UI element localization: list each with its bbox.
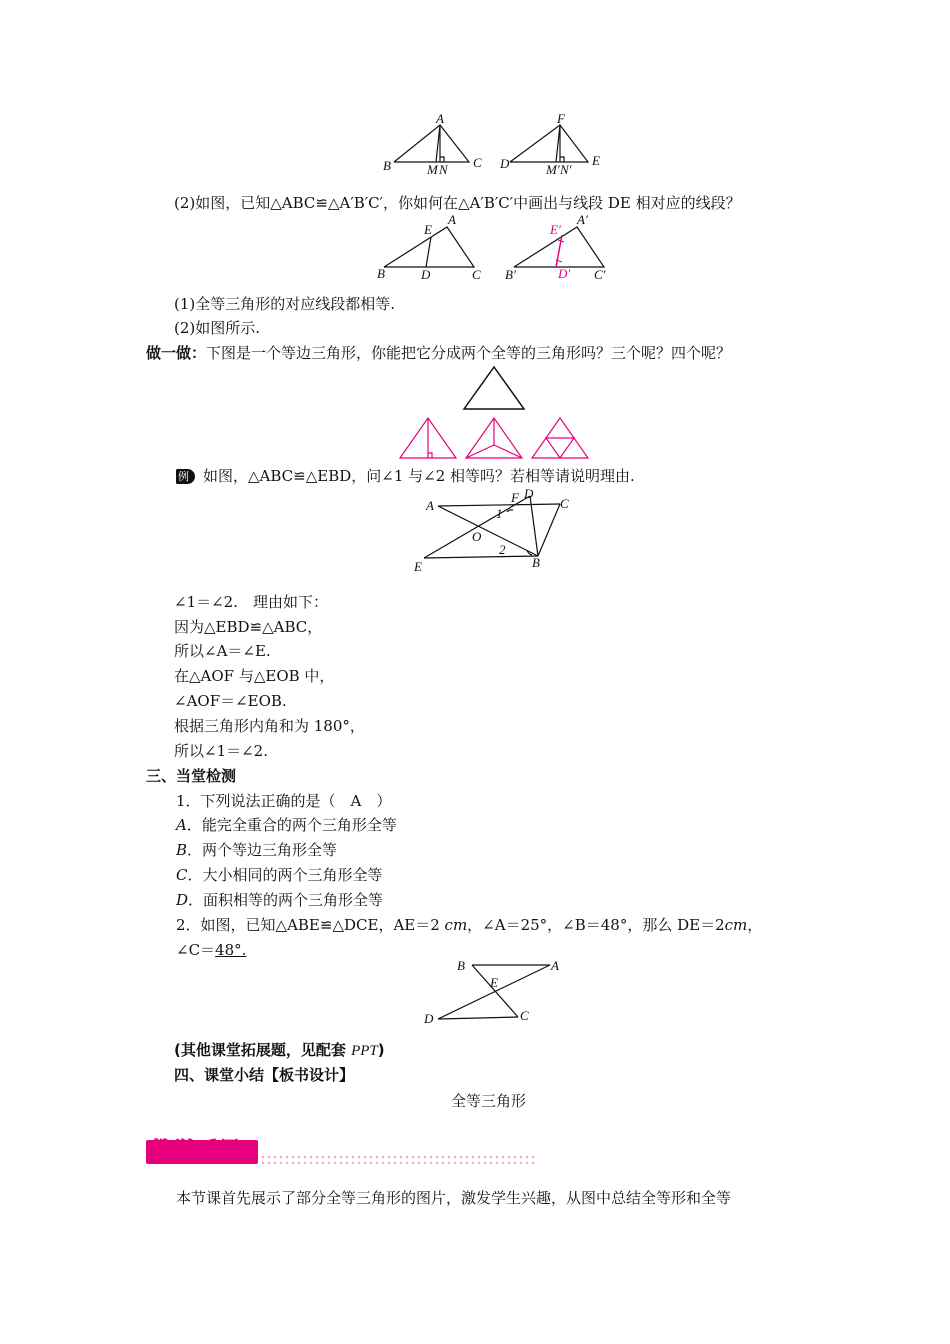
q1-option-d: D．面积相等的两个三角形全等: [176, 891, 384, 909]
label-N-prime: N′: [560, 162, 572, 177]
q2-answer: 48°.: [215, 941, 247, 959]
label-M: M: [427, 162, 438, 177]
q2-line1: 2．如图，已知△ABE≌△DCE，AE＝2 cm，∠A＝25°，∠B＝48°，那么 DE＝2cm，: [176, 916, 763, 934]
extra-note: (其他课堂拓展题，见配套 PPT): [174, 1041, 385, 1059]
try-it-label: 做一做：: [146, 344, 207, 362]
label-C: C: [520, 1008, 529, 1023]
label-C: C: [560, 496, 569, 511]
proof-line: 因为△EBD≌△ABC，: [174, 618, 323, 636]
figure-equilateral-triangle: [464, 367, 524, 412]
answer-1: (1)全等三角形的对应线段都相等.: [174, 295, 396, 313]
label-D: D: [524, 486, 534, 501]
q2-line2: ∠C＝48°.: [176, 941, 247, 959]
try-it-text: 下图是一个等边三角形，你能把它分成两个全等的三角形吗？三个呢？四个呢？: [206, 344, 732, 362]
label-D: D: [421, 267, 431, 282]
figure-triangles-median: [380, 110, 610, 180]
label-A: A: [426, 498, 434, 513]
figure-example-triangles: [410, 486, 580, 576]
q1-stem: 1．下列说法正确的是（ A ）: [176, 792, 392, 810]
label-E: E: [424, 222, 432, 237]
answer-2: (2)如图所示.: [174, 319, 261, 337]
question-2-text: (2)如图，已知△ABC≌△A′B′C′，你如何在△A′B′C′中画出与线段 DE 相对应的线段？: [174, 194, 741, 212]
label-E: E: [414, 559, 422, 574]
figure-divide-four: [532, 418, 588, 460]
reflection-text: 本节课首先展示了部分全等三角形的图片，激发学生兴趣，从图中总结全等形和全等: [176, 1189, 732, 1207]
reflection-title: 教学反思: [150, 1139, 243, 1164]
label-A: A: [551, 958, 559, 973]
board-title: 全等三角形: [451, 1092, 527, 1110]
section-4-heading: 四、课堂小结【板书设计】: [174, 1066, 355, 1084]
label-F: F: [557, 111, 565, 126]
label-D: D: [500, 156, 510, 171]
label-D-prime: D′: [558, 266, 571, 281]
proof-line: 在△AOF 与△EOB 中，: [174, 667, 335, 685]
label-F: F: [511, 490, 519, 505]
label-angle-1: 1: [496, 506, 503, 521]
proof-line: ∠1＝∠2. 理由如下：: [174, 593, 328, 611]
label-C: C: [473, 155, 482, 170]
label-A: A: [448, 212, 456, 227]
label-E-prime: E′: [550, 222, 561, 237]
figure-divide-three: [466, 418, 522, 460]
proof-line: 所以∠A＝∠E.: [174, 642, 271, 660]
label-A: A: [436, 111, 444, 126]
label-B: B: [377, 266, 385, 281]
label-E: E: [592, 153, 600, 168]
label-N: N: [439, 162, 448, 177]
example-text: 如图，△ABC≌△EBD，问∠1 与∠2 相等吗？若相等请说明理由.: [203, 467, 635, 485]
figure-bowtie-triangles: [420, 955, 570, 1027]
example-line: [176, 466, 635, 486]
try-it-line: [146, 343, 731, 363]
figure-congruent-triangles-segment: [374, 210, 624, 285]
label-C-prime: C′: [594, 267, 606, 282]
label-B: B: [457, 958, 465, 973]
label-E: E: [490, 975, 498, 990]
label-B: B: [532, 555, 540, 570]
label-angle-2: 2: [499, 542, 506, 557]
label-A-prime: A′: [577, 212, 588, 227]
q1-option-b: B．两个等边三角形全等: [176, 841, 338, 859]
proof-line: 所以∠1＝∠2.: [174, 742, 268, 760]
label-D: D: [424, 1011, 434, 1026]
section-3-heading: 三、当堂检测: [146, 767, 237, 785]
example-badge: 例: [176, 469, 195, 484]
proof-line: 根据三角形内角和为 180°，: [174, 717, 365, 735]
q1-option-c: C．大小相同的两个三角形全等: [176, 866, 383, 884]
label-O: O: [472, 529, 482, 544]
label-B-prime: B′: [505, 267, 516, 282]
proof-line: ∠AOF＝∠EOB.: [174, 692, 287, 710]
figure-divide-two: [400, 418, 456, 460]
label-M-prime: M′: [546, 162, 560, 177]
label-C: C: [472, 267, 481, 282]
label-B: B: [383, 158, 391, 173]
q1-option-a: A．能完全重合的两个三角形全等: [176, 816, 397, 834]
